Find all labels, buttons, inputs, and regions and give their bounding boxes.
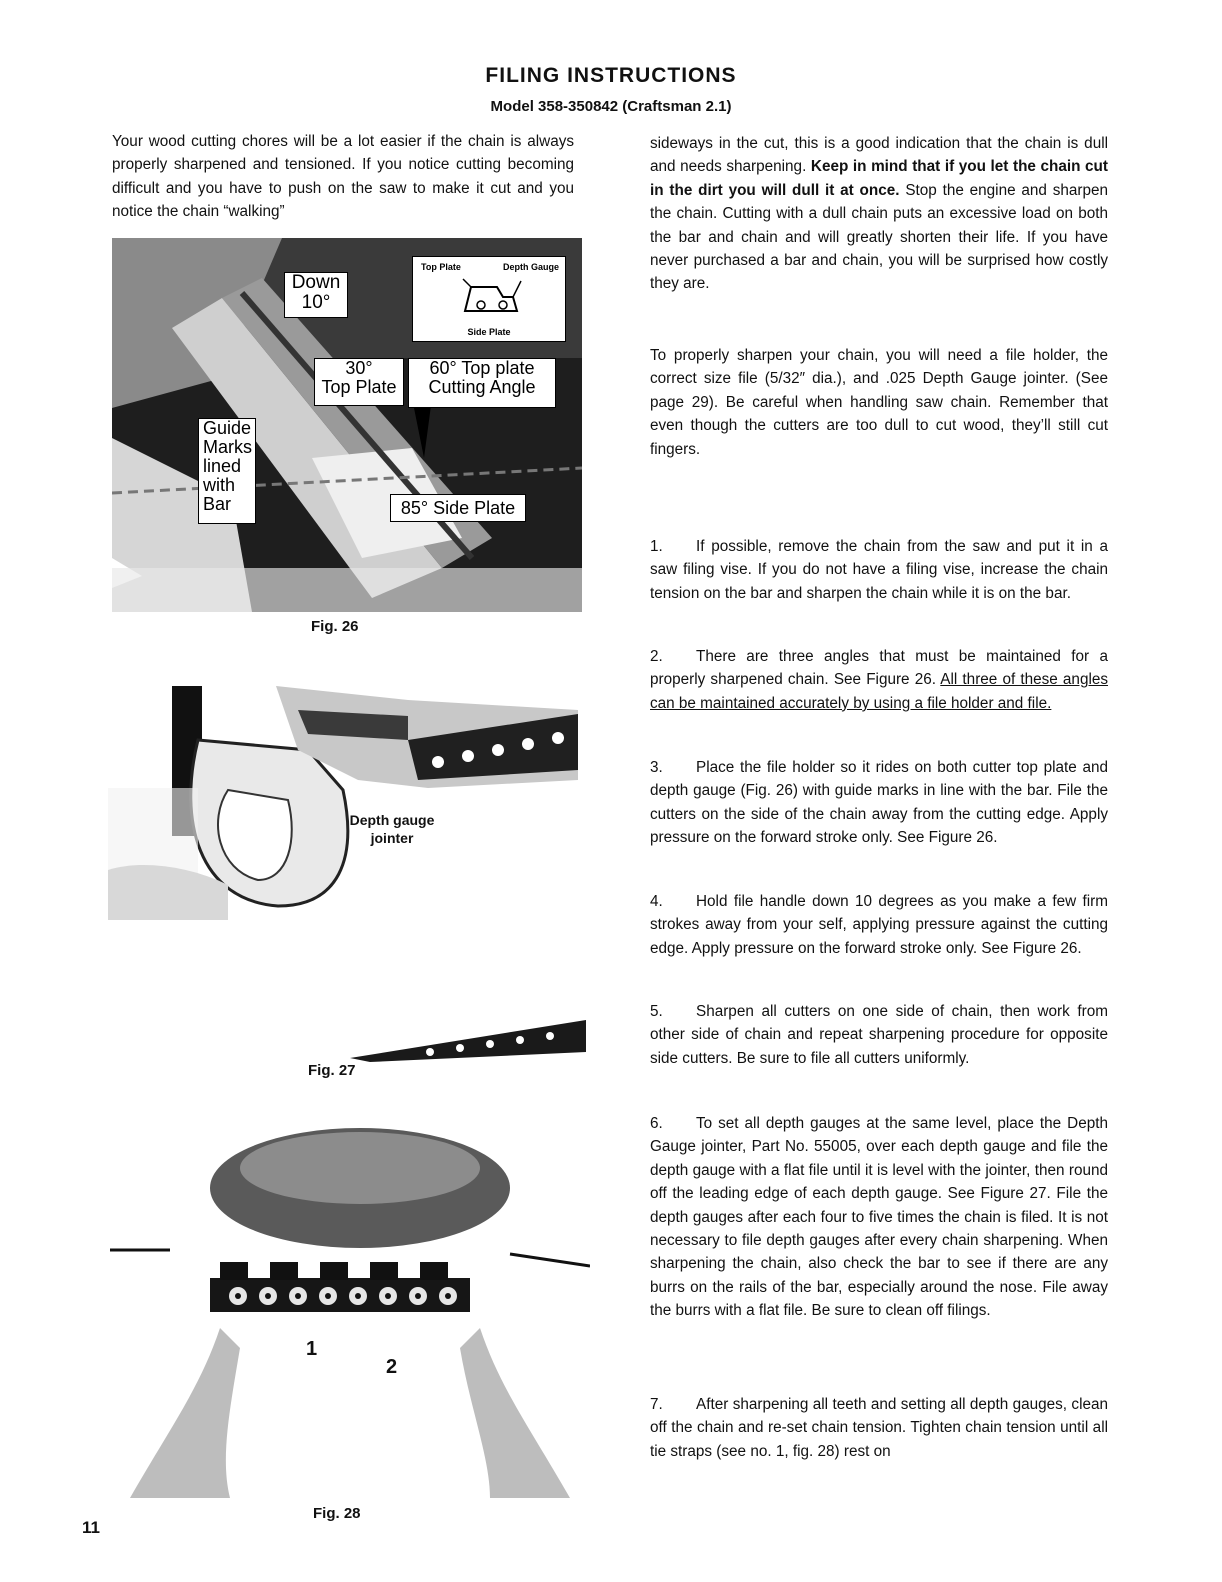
tie-strap-marker-1: 1 <box>306 1338 318 1360</box>
step-2: 2. There are three angles that must be maintained for a properly sharpened chain. See Figure 26. All three of these angles can be maintained accurately by using a file holder and file. <box>650 648 1109 712</box>
tie-strap-marker-2: 2 <box>386 1356 398 1378</box>
cutting-angle-label: 60° Top plate Cutting Angle <box>408 358 556 408</box>
page-number: 11 <box>82 1518 100 1537</box>
page-subtitle: Model 358-350842 (Craftsman 2.1) <box>490 98 732 115</box>
guide-marks-label: Guide Marks lined with Bar <box>198 418 256 524</box>
depth-gauge-jointer-label: Depth gauge jointer <box>349 812 435 846</box>
side-plate-angle-label: 85° Side Plate <box>390 494 526 522</box>
figure-26 <box>112 238 582 612</box>
right-paragraph-1: sideways in the cut, this is a good indication that the chain is dull and needs sharpening. Keep in mind that if you let the chain cut in the dirt you will dull it at once. Stop the engine and sharpen the chain. Cutting with a dull chain puts an excessive load on both the bar and chain and will greatly shorten their life. If you have never purchased a bar and chain, you will be surprised how costly they are. <box>650 135 1108 293</box>
step-7: 7. After sharpening all teeth and setting all depth gauges, clean off the chain and re-set chain tension. Tighten chain tension until all tie straps (see no. 1, fig. 28) rest on <box>650 1396 1108 1460</box>
figure-27-photo <box>108 670 588 920</box>
page-title: FILING INSTRUCTIONS <box>485 64 737 87</box>
intro-paragraph: Your wood cutting chores will be a lot easier if the chain is always properly sharpened and tensioned. If you notice cutting becoming difficult and you have to push on the saw to make it cut and you notice the chain “walking” <box>112 133 574 221</box>
step-6: 6. To set all depth gauges at the same level, place the Depth Gauge jointer, Part No. 55005, over each depth gauge and file the depth gauge with a flat file until it is level with the jointer, then round off the leading edge of each depth gauge. See Figure 27. File the depth gauges after each four to five times the chain is filed. It is not necessary to file depth gauges after every chain sharpening. When sharpening the chain, also check the bar to see if there are any burrs on the rails of the bar, especially around the nose. File away the burrs with a flat file. Be sure to clean off filings. <box>650 1115 1108 1320</box>
figure-28-photo <box>110 1128 590 1498</box>
figure-27 <box>108 670 588 920</box>
step-4: 4. Hold file handle down 10 degrees as you make a few firm strokes away from your self, applying pressure against the cutting edge. Apply pressure on the forward stroke only. See Figure 26. <box>650 893 1108 957</box>
down-angle-label: Down 10° <box>284 272 348 318</box>
step-3: 3. Place the file holder so it rides on both cutter top plate and depth gauge (Fig. 26) with guide marks in line with the bar. File the cutters on the side of the chain away from the cutting edge. Apply pressure on the forward stroke only. See Figure 26. <box>650 759 1108 847</box>
right-paragraph-2: To properly sharpen your chain, you will need a file holder, the correct size file (5/32″ dia.), and .025 Depth Gauge jointer. (See page 29). Be careful when handling saw chain. Remember that even though the cutters are too dull to cut wood, they’ll still cut fingers. <box>650 347 1108 458</box>
figure-27-chain-icon <box>350 1016 586 1062</box>
figure-28-caption: Fig. 28 <box>313 1505 361 1522</box>
figure-28 <box>110 1128 590 1498</box>
figure-26-caption: Fig. 26 <box>311 618 359 635</box>
cutter-diagram-icon <box>457 277 527 319</box>
step-5: 5. Sharpen all cutters on one side of chain, then work from other side of chain and repeat sharpening procedure for opposite side cutters. Be sure to file all cutters uniformly. <box>650 1003 1108 1067</box>
figure-27-caption: Fig. 27 <box>308 1062 356 1079</box>
step-1: 1. If possible, remove the chain from the saw and put it in a saw filing vise. If you do not have a filing vise, increase the chain tension on the bar and sharpen the chain while it is on the bar. <box>650 538 1108 602</box>
cutter-inset: Top Plate Depth Gauge Side Plate <box>412 256 566 342</box>
top-plate-angle-label: 30° Top Plate <box>314 358 404 406</box>
